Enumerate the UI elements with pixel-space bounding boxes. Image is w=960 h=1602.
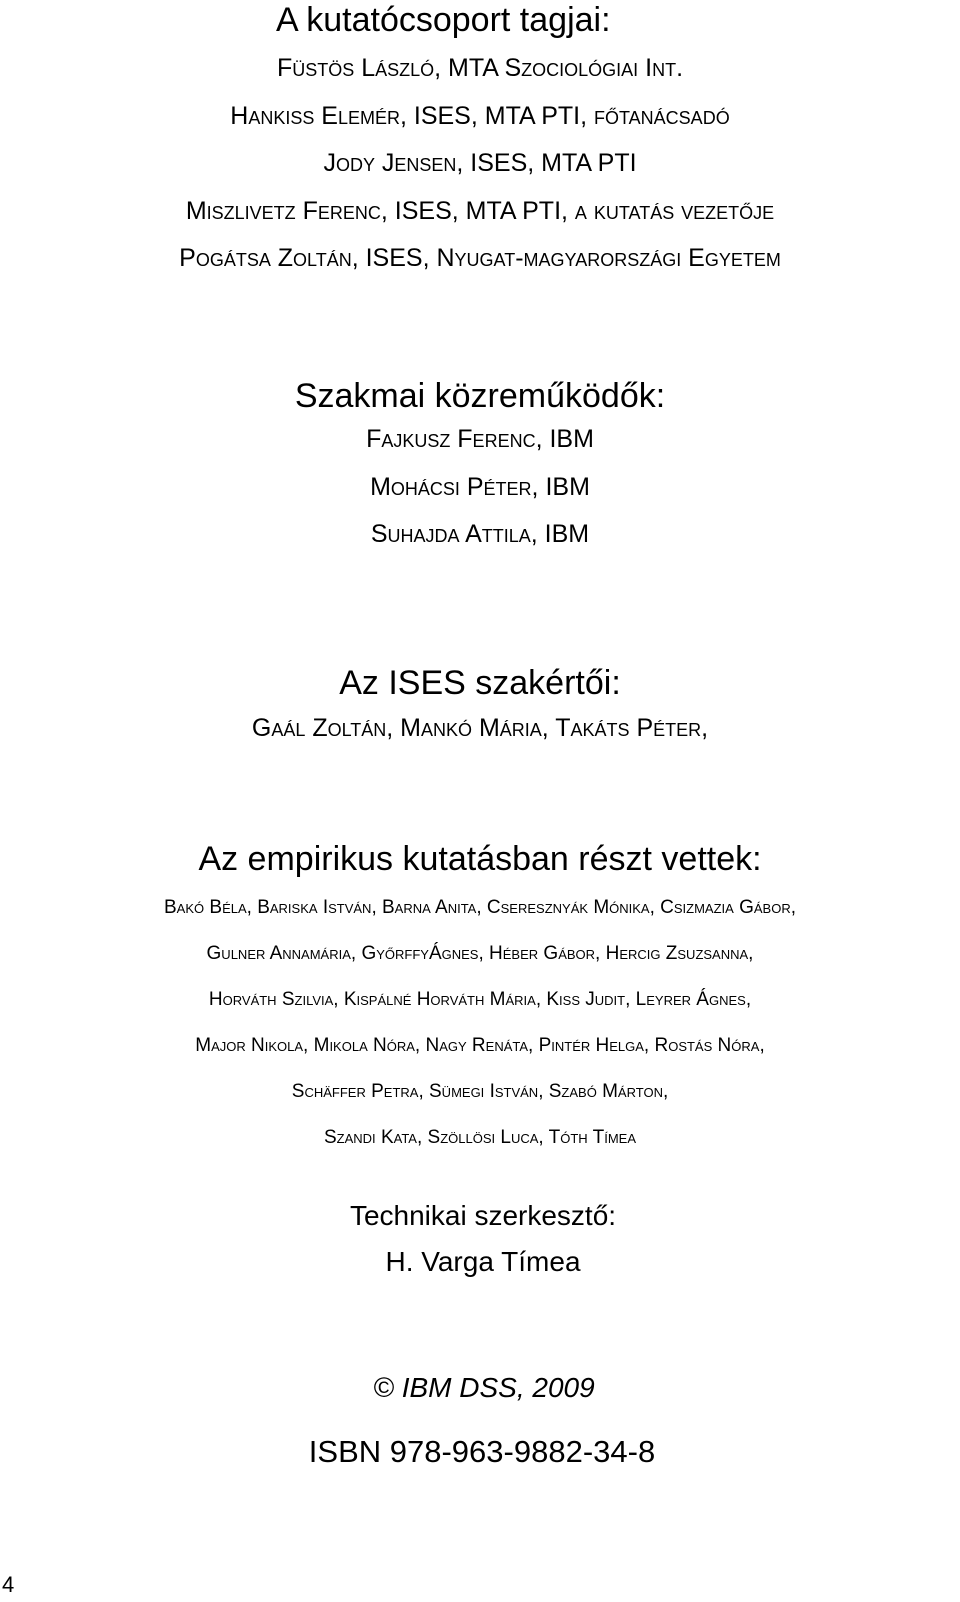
page-number: 4 [2,1572,15,1597]
participant-line: Gulner Annamária, GyőrffyÁgnes, Héber Gábor, Hercig Zsuzsanna, [206,943,754,964]
copyright-section [0,1368,960,1408]
contributor-member: Fajkusz Ferenc, IBM [366,425,594,453]
copyright-notice: © IBM DSS, 2009 [373,1372,595,1403]
isbn: ISBN 978-963-9882-34-8 [308,1434,656,1469]
participant-line: Horváth Szilvia, Kispálné Horváth Mária, Kiss Judit, Leyrer Ágnes, [208,989,752,1010]
participant-line: Szandi Kata, Szöllösi Luca, Tóth Tímea [324,1127,636,1148]
participants-section [0,839,960,1161]
team-member: Jody Jensen, ISES, MTA PTI [323,149,637,177]
contributors-heading: Szakmai közreműködők: [294,377,666,415]
participants-heading: Az empirikus kutatásban részt vettek: [198,840,762,878]
experts-heading: Az ISES szakértői: [339,664,621,702]
contributor-member: Mohácsi Péter, IBM [370,472,590,501]
contributor-member: Suhajda Attila, IBM [370,520,590,548]
experts-section [0,663,960,753]
isbn-section [0,1432,960,1472]
participant-line: Schäffer Petra, Sümegi István, Szabó Márton, [291,1081,669,1102]
team-member: Pogátsa Zoltán, ISES, Nyugat-magyarországi Egyetem [179,244,781,272]
team-member: Füstös László, MTA Szociológiai Int. [276,54,684,82]
editor-section [0,1193,960,1285]
team-section [0,0,960,283]
expert-member: Gaál Zoltán, Mankó Mária, Takáts Péter, [251,714,709,742]
editor-label: Technikai szerkesztő: [349,1200,617,1231]
participant-line: Major Nikola, Mikola Nóra, Nagy Renáta, Pintér Helga, Rostás Nóra, [195,1035,765,1056]
contributors-section [0,376,960,559]
team-member: Miszlivetz Ferenc, ISES, MTA PTI, a kutatás vezetője [185,196,775,225]
editor-name: H. Varga Tímea [385,1246,581,1277]
participant-line: Bakó Béla, Bariska István, Barna Anita, Cseresznyák Mónika, Csizmazia Gábor, [163,897,797,918]
team-heading: A kutatócsoport tagjai: [276,1,611,39]
team-member: Hankiss Elemér, ISES, MTA PTI, főtanácsadó [230,101,730,130]
